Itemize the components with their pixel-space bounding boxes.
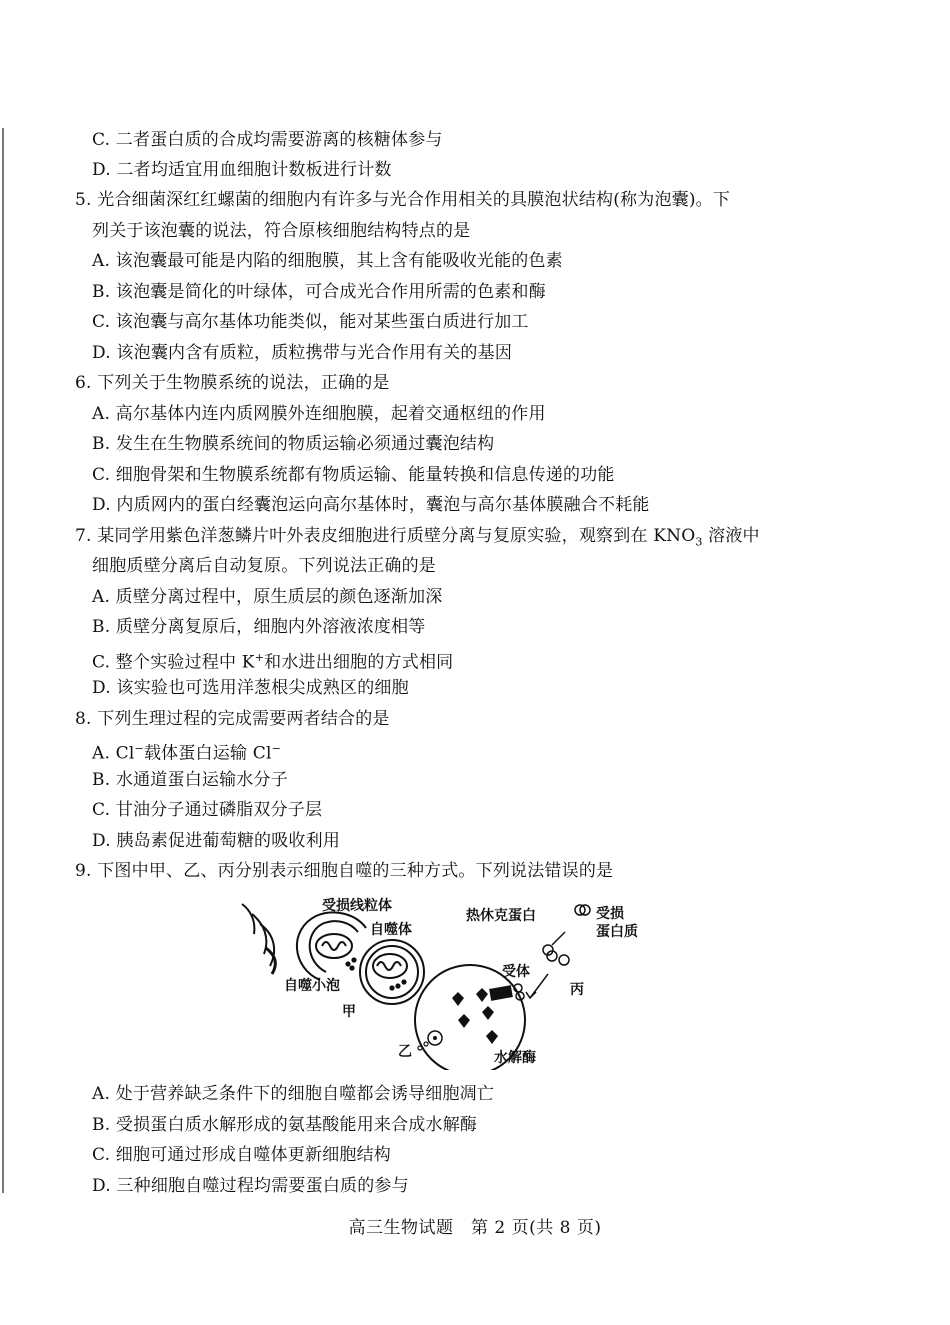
q7-option-b: B. 质壁分离复原后，细胞内外溶液浓度相等 xyxy=(92,617,426,637)
label-damaged-protein-1: 受损 xyxy=(596,906,624,922)
q8-superscript-1: − xyxy=(134,742,144,755)
q5-stem-line1: 5. 光合细菌深红红螺菌的细胞内有许多与光合作用相关的具膜泡状结构(称为泡囊)。下 xyxy=(75,190,731,210)
label-jia: 甲 xyxy=(342,1004,356,1020)
label-heat-shock-protein: 热休克蛋白 xyxy=(466,908,536,924)
label-damaged-mitochondrion: 受损线粒体 xyxy=(322,898,392,914)
left-margin-rule xyxy=(2,128,4,1193)
q9-option-c: C. 细胞可通过形成自噬体更新细胞结构 xyxy=(92,1145,392,1165)
q7-option-c xyxy=(92,646,453,675)
q8-option-a-text: A. Cl xyxy=(92,743,135,764)
page-footer: 高三生物试题 第 2 页(共 8 页) xyxy=(348,1218,602,1238)
label-receptor: 受体 xyxy=(502,964,530,980)
q6-option-a: A. 高尔基体内连内质网膜外连细胞膜，起着交通枢纽的作用 xyxy=(92,404,546,424)
label-damaged-protein-2: 蛋白质 xyxy=(596,924,638,940)
q8-option-d: D. 胰岛素促进葡萄糖的吸收利用 xyxy=(92,831,341,851)
q6-option-b: B. 发生在生物膜系统间的物质运输必须通过囊泡结构 xyxy=(92,434,495,454)
q6-stem: 6. 下列关于生物膜系统的说法，正确的是 xyxy=(75,373,390,393)
q7-option-c-text-end: 和水进出细胞的方式相同 xyxy=(264,652,454,673)
q7-stem-line2: 细胞质壁分离后自动复原。下列说法正确的是 xyxy=(92,556,436,576)
q8-option-b: B. 水通道蛋白运输水分子 xyxy=(92,770,288,790)
q8-option-a-text-mid: 载体蛋白运输 Cl xyxy=(143,743,272,764)
q9-stem: 9. 下图中甲、乙、丙分别表示细胞自噬的三种方式。下列说法错误的是 xyxy=(75,861,614,881)
q7-stem-line1 xyxy=(75,524,760,554)
q7-option-a: A. 质壁分离过程中，原生质层的颜色逐渐加深 xyxy=(92,587,443,607)
q6-option-c: C. 细胞骨架和生物膜系统都有物质运输、能量转换和信息传递的功能 xyxy=(92,465,615,485)
endoplasmic-reticulum-drawing xyxy=(242,904,275,974)
q7-subscript: 3 xyxy=(695,535,703,549)
autophagy-figure xyxy=(230,890,650,1070)
autophagic-vesicle-drawing xyxy=(297,912,366,980)
label-autophagosome: 自噬体 xyxy=(370,922,412,938)
q9-option-a: A. 处于营养缺乏条件下的细胞自噬都会诱导细胞凋亡 xyxy=(92,1084,495,1104)
q7-stem-text-end: 溶液中 xyxy=(702,526,760,546)
q4-option-d: D. 二者均适宜用血细胞计数板进行计数 xyxy=(92,160,392,180)
label-yi: 乙 xyxy=(398,1044,412,1060)
q7-superscript: + xyxy=(254,651,265,664)
q5-option-b: B. 该泡囊是简化的叶绿体，可合成光合作用所需的色素和酶 xyxy=(92,282,546,302)
q5-option-a: A. 该泡囊最可能是内陷的细胞膜，其上含有能吸收光能的色素 xyxy=(92,251,563,271)
q8-stem: 8. 下列生理过程的完成需要两者结合的是 xyxy=(75,709,390,729)
label-bing: 丙 xyxy=(570,982,584,998)
autophagosome-drawing xyxy=(360,940,424,1004)
label-autophagic-vesicle: 自噬小泡 xyxy=(284,978,340,994)
q8-superscript-2: − xyxy=(271,742,282,755)
q7-stem-text: 7. 某同学用紫色洋葱鳞片叶外表皮细胞进行质壁分离与复原实验，观察到在 KNO xyxy=(75,526,696,546)
q7-option-d: D. 该实验也可选用洋葱根尖成熟区的细胞 xyxy=(92,678,409,698)
q8-option-a xyxy=(92,737,281,766)
q5-option-c: C. 该泡囊与高尔基体功能类似，能对某些蛋白质进行加工 xyxy=(92,312,529,332)
q9-option-d: D. 三种细胞自噬过程均需要蛋白质的参与 xyxy=(92,1176,409,1196)
q8-option-c: C. 甘油分子通过磷脂双分子层 xyxy=(92,800,323,820)
q5-option-d: D. 该泡囊内含有质粒，质粒携带与光合作用有关的基因 xyxy=(92,343,513,363)
q6-option-d: D. 内质网内的蛋白经囊泡运向高尔基体时，囊泡与高尔基体膜融合不耗能 xyxy=(92,495,650,515)
label-hydrolase: 水解酶 xyxy=(494,1050,536,1066)
q7-option-c-text: C. 整个实验过程中 K xyxy=(92,652,255,673)
q9-option-b: B. 受损蛋白质水解形成的氨基酸能用来合成水解酶 xyxy=(92,1115,478,1135)
q5-stem-line2: 列关于该泡囊的说法，符合原核细胞结构特点的是 xyxy=(92,221,471,241)
q4-option-c: C. 二者蛋白质的合成均需要游离的核糖体参与 xyxy=(92,130,443,150)
